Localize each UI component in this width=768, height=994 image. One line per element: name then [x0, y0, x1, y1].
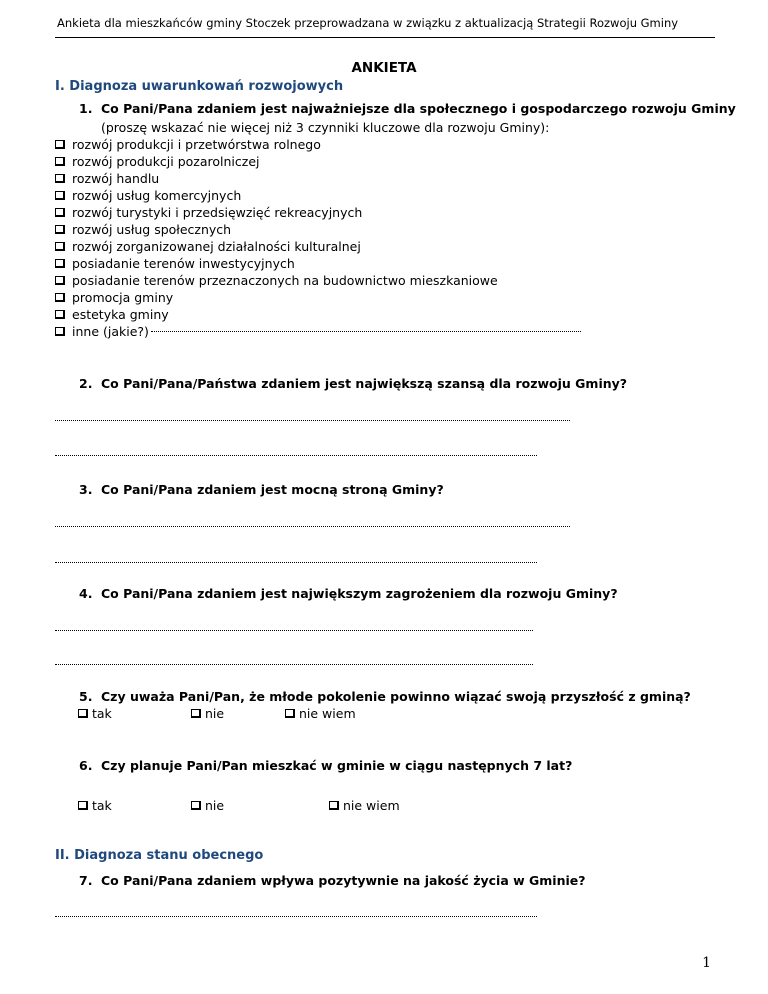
checkbox-option[interactable]: [55, 154, 260, 169]
answer-line[interactable]: [55, 420, 570, 421]
answer-line[interactable]: [55, 562, 537, 563]
checkbox-option[interactable]: [55, 171, 159, 186]
question-number: 1.: [79, 101, 93, 116]
option-label: rozwój usług komercyjnych: [72, 188, 242, 203]
checkbox-option[interactable]: [55, 239, 361, 254]
question-text: Czy planuje Pani/Pan mieszkać w gminie w ciągu następnych 7 lat?: [101, 758, 573, 773]
question-number: 4.: [79, 586, 93, 601]
question-text: Co Pani/Pana zdaniem jest mocną stroną Gminy?: [101, 482, 444, 497]
question-number: 5.: [79, 689, 93, 704]
checkbox-icon[interactable]: [78, 801, 88, 810]
option-label: inne (jakie?): [72, 324, 149, 339]
question-number: 3.: [79, 482, 93, 497]
option-label: rozwój handlu: [72, 171, 160, 186]
question-1-note: (proszę wskazać nie więcej niż 3 czynniki kluczowe dla rozwoju Gminy):: [101, 120, 550, 135]
checkbox-option[interactable]: [191, 706, 224, 721]
checkbox-icon[interactable]: [55, 140, 65, 149]
checkbox-icon[interactable]: [55, 327, 65, 336]
answer-line[interactable]: [151, 331, 581, 332]
checkbox-option[interactable]: [329, 798, 400, 813]
question-6: [79, 758, 572, 773]
answer-line[interactable]: [55, 664, 533, 665]
checkbox-icon[interactable]: [55, 157, 65, 166]
checkbox-option[interactable]: [78, 706, 112, 721]
checkbox-icon[interactable]: [55, 242, 65, 251]
checkbox-option[interactable]: [55, 137, 321, 152]
question-text: Czy uważa Pani/Pan, że młode pokolenie powinno wiązać swoją przyszłość z gminą?: [101, 689, 691, 704]
option-label: promocja gminy: [72, 290, 174, 305]
checkbox-icon[interactable]: [55, 174, 65, 183]
section-heading-1: I. Diagnoza uwarunkowań rozwojowych: [55, 79, 344, 94]
question-7: [79, 873, 586, 888]
option-label: posiadanie terenów przeznaczonych na budownictwo mieszkaniowe: [72, 273, 498, 288]
question-3: [79, 482, 444, 497]
page-number: 1: [702, 955, 711, 971]
question-number: 6.: [79, 758, 93, 773]
option-label: rozwój produkcji pozarolniczej: [72, 154, 260, 169]
question-4: [79, 586, 618, 601]
question-text: Co Pani/Pana/Państwa zdaniem jest największą szansą dla rozwoju Gminy?: [101, 376, 628, 391]
checkbox-icon[interactable]: [55, 191, 65, 200]
option-label: nie wiem: [299, 706, 356, 721]
document-title: ANKIETA: [351, 60, 417, 76]
header-rule: [55, 37, 715, 38]
checkbox-option[interactable]: [55, 256, 295, 271]
answer-line[interactable]: [55, 526, 570, 527]
checkbox-icon[interactable]: [329, 801, 339, 810]
option-label: nie: [205, 706, 225, 721]
checkbox-option[interactable]: [55, 307, 169, 322]
checkbox-option[interactable]: [285, 706, 356, 721]
checkbox-option[interactable]: [55, 324, 581, 339]
option-label: rozwój zorganizowanej działalności kulturalnej: [72, 239, 361, 254]
answer-line[interactable]: [55, 916, 537, 917]
checkbox-option[interactable]: [55, 273, 498, 288]
checkbox-option[interactable]: [55, 188, 241, 203]
checkbox-icon[interactable]: [55, 310, 65, 319]
option-label: posiadanie terenów inwestycyjnych: [72, 256, 295, 271]
question-text: Co Pani/Pana zdaniem jest największym zagrożeniem dla rozwoju Gminy?: [101, 586, 618, 601]
answer-line[interactable]: [55, 630, 533, 631]
question-text: Co Pani/Pana zdaniem wpływa pozytywnie na jakość życia w Gminie?: [101, 873, 586, 888]
checkbox-option[interactable]: [55, 290, 173, 305]
option-label: nie: [205, 798, 225, 813]
question-2: [79, 376, 627, 391]
checkbox-icon[interactable]: [55, 259, 65, 268]
option-label: estetyka gminy: [72, 307, 169, 322]
question-number: 7.: [79, 873, 93, 888]
option-label: nie wiem: [343, 798, 400, 813]
checkbox-option[interactable]: [78, 798, 112, 813]
question-5: [79, 689, 691, 704]
checkbox-option[interactable]: [55, 222, 231, 237]
checkbox-icon[interactable]: [191, 801, 201, 810]
running-header: Ankieta dla mieszkańców gminy Stoczek przeprowadzana w związku z aktualizacją Strategii Rozwoju Gminy: [57, 16, 679, 30]
question-number: 2.: [79, 376, 93, 391]
question-1: [79, 101, 736, 116]
option-label: tak: [92, 798, 112, 813]
checkbox-icon[interactable]: [55, 225, 65, 234]
question-text: Co Pani/Pana zdaniem jest najważniejsze dla społecznego i gospodarczego rozwoju Gminy: [101, 101, 736, 116]
answer-line[interactable]: [55, 455, 537, 456]
option-label: rozwój produkcji i przetwórstwa rolnego: [72, 137, 321, 152]
checkbox-icon[interactable]: [55, 208, 65, 217]
checkbox-icon[interactable]: [191, 709, 201, 718]
section-heading-2: II. Diagnoza stanu obecnego: [55, 848, 264, 863]
option-label: rozwój turystyki i przedsięwzięć rekreacyjnych: [72, 205, 363, 220]
option-label: rozwój usług społecznych: [72, 222, 232, 237]
checkbox-option[interactable]: [191, 798, 224, 813]
checkbox-option[interactable]: [55, 205, 362, 220]
checkbox-icon[interactable]: [285, 709, 295, 718]
checkbox-icon[interactable]: [55, 276, 65, 285]
option-label: tak: [92, 706, 112, 721]
checkbox-icon[interactable]: [55, 293, 65, 302]
checkbox-icon[interactable]: [78, 709, 88, 718]
